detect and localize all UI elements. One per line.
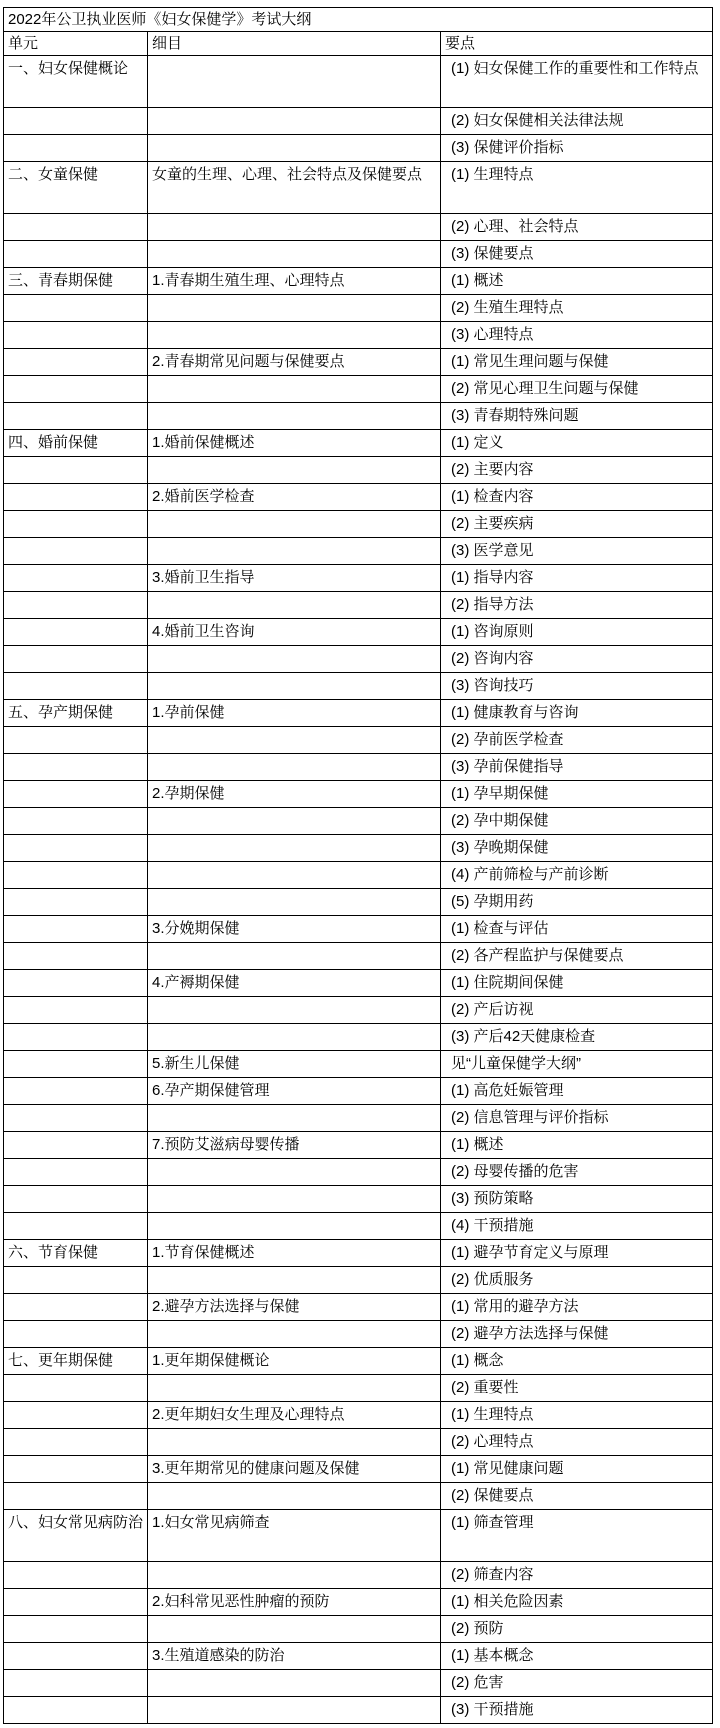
table-row	[4, 322, 713, 349]
point-cell: (3) 心理特点	[441, 322, 713, 349]
point-cell: (1) 避孕节育定义与原理	[441, 1240, 713, 1267]
unit-cell	[4, 511, 148, 538]
unit-cell	[4, 1589, 148, 1616]
point-cell: (2) 保健要点	[441, 1483, 713, 1510]
table-row	[4, 646, 713, 673]
unit-cell	[4, 1670, 148, 1697]
point-cell: (2) 各产程监护与保健要点	[441, 943, 713, 970]
detail-cell: 2.更年期妇女生理及心理特点	[148, 1402, 441, 1429]
table-row	[4, 835, 713, 862]
unit-cell	[4, 1643, 148, 1670]
table-body	[4, 8, 713, 1724]
table-row	[4, 754, 713, 781]
table-row	[4, 1483, 713, 1510]
point-cell: (1) 概述	[441, 268, 713, 295]
unit-cell	[4, 1697, 148, 1724]
point-cell: (2) 危害	[441, 1670, 713, 1697]
table-row	[4, 430, 713, 457]
unit-cell	[4, 349, 148, 376]
point-cell: (3) 孕前保健指导	[441, 754, 713, 781]
point-cell: (2) 筛查内容	[441, 1562, 713, 1589]
point-cell: (2) 孕中期保健	[441, 808, 713, 835]
detail-cell	[148, 1562, 441, 1589]
point-cell: (5) 孕期用药	[441, 889, 713, 916]
detail-cell	[148, 108, 441, 135]
table-row	[4, 862, 713, 889]
detail-cell	[148, 457, 441, 484]
unit-cell	[4, 1051, 148, 1078]
detail-cell: 1.孕前保健	[148, 700, 441, 727]
point-cell: (3) 保健评价指标	[441, 135, 713, 162]
point-cell: (1) 妇女保健工作的重要性和工作特点	[441, 56, 713, 108]
table-row	[4, 700, 713, 727]
table-row	[4, 1429, 713, 1456]
detail-cell	[148, 889, 441, 916]
detail-cell	[148, 1670, 441, 1697]
point-cell: (2) 孕前医学检查	[441, 727, 713, 754]
column-header-detail: 细目	[148, 32, 441, 56]
point-cell: (1) 生理特点	[441, 1402, 713, 1429]
unit-cell	[4, 1267, 148, 1294]
detail-cell	[148, 1213, 441, 1240]
unit-cell	[4, 108, 148, 135]
point-cell: (2) 主要疾病	[441, 511, 713, 538]
detail-cell	[148, 538, 441, 565]
table-row	[4, 56, 713, 108]
point-cell: (4) 干预措施	[441, 1213, 713, 1240]
table-row	[4, 1616, 713, 1643]
detail-cell	[148, 1429, 441, 1456]
point-cell: (1) 生理特点	[441, 162, 713, 214]
unit-cell	[4, 135, 148, 162]
detail-cell: 3.更年期常见的健康问题及保健	[148, 1456, 441, 1483]
unit-cell	[4, 1375, 148, 1402]
table-row	[4, 135, 713, 162]
detail-cell	[148, 511, 441, 538]
detail-cell	[148, 1375, 441, 1402]
unit-cell	[4, 754, 148, 781]
point-cell: (2) 指导方法	[441, 592, 713, 619]
unit-cell	[4, 538, 148, 565]
table-row	[4, 619, 713, 646]
detail-cell	[148, 835, 441, 862]
point-cell: (1) 概念	[441, 1348, 713, 1375]
point-cell: (1) 常见生理问题与保健	[441, 349, 713, 376]
detail-cell: 1.更年期保健概论	[148, 1348, 441, 1375]
point-cell: (4) 产前筛检与产前诊断	[441, 862, 713, 889]
unit-cell	[4, 322, 148, 349]
table-row	[4, 997, 713, 1024]
table-row	[4, 781, 713, 808]
unit-cell	[4, 1402, 148, 1429]
unit-cell	[4, 1213, 148, 1240]
table-row	[4, 1267, 713, 1294]
unit-cell: 七、更年期保健	[4, 1348, 148, 1375]
detail-cell	[148, 1697, 441, 1724]
detail-cell	[148, 1267, 441, 1294]
point-cell: (1) 健康教育与咨询	[441, 700, 713, 727]
detail-cell	[148, 646, 441, 673]
point-cell: (3) 孕晚期保健	[441, 835, 713, 862]
detail-cell: 7.预防艾滋病母婴传播	[148, 1132, 441, 1159]
unit-cell	[4, 781, 148, 808]
point-cell: (1) 检查与评估	[441, 916, 713, 943]
table-row	[4, 214, 713, 241]
point-cell: (2) 咨询内容	[441, 646, 713, 673]
point-cell: (1) 指导内容	[441, 565, 713, 592]
detail-cell	[148, 862, 441, 889]
table-row	[4, 1105, 713, 1132]
point-cell: (3) 咨询技巧	[441, 673, 713, 700]
title-row	[4, 8, 713, 32]
point-cell: (3) 青春期特殊问题	[441, 403, 713, 430]
unit-cell	[4, 1562, 148, 1589]
point-cell: (3) 医学意见	[441, 538, 713, 565]
table-row	[4, 403, 713, 430]
point-cell: (3) 干预措施	[441, 1697, 713, 1724]
detail-cell: 2.妇科常见恶性肿瘤的预防	[148, 1589, 441, 1616]
detail-cell	[148, 56, 441, 108]
table-row	[4, 295, 713, 322]
table-row	[4, 1024, 713, 1051]
table-row	[4, 1375, 713, 1402]
unit-cell	[4, 1186, 148, 1213]
unit-cell	[4, 646, 148, 673]
detail-cell: 1.青春期生殖生理、心理特点	[148, 268, 441, 295]
table-row	[4, 916, 713, 943]
point-cell: (3) 产后42天健康检查	[441, 1024, 713, 1051]
header-row	[4, 32, 713, 56]
table-title: 2022年公卫执业医师《妇女保健学》考试大纲	[4, 8, 713, 32]
unit-cell: 三、青春期保健	[4, 268, 148, 295]
unit-cell	[4, 295, 148, 322]
point-cell: (2) 母婴传播的危害	[441, 1159, 713, 1186]
detail-cell	[148, 997, 441, 1024]
detail-cell: 3.婚前卫生指导	[148, 565, 441, 592]
table-row	[4, 1186, 713, 1213]
detail-cell	[148, 943, 441, 970]
detail-cell	[148, 322, 441, 349]
exam-outline-table	[3, 7, 713, 1724]
table-row	[4, 162, 713, 214]
table-row	[4, 592, 713, 619]
point-cell: (2) 重要性	[441, 1375, 713, 1402]
unit-cell	[4, 592, 148, 619]
table-row	[4, 1132, 713, 1159]
unit-cell	[4, 808, 148, 835]
table-row	[4, 808, 713, 835]
point-cell: (1) 住院期间保健	[441, 970, 713, 997]
unit-cell	[4, 214, 148, 241]
detail-cell	[148, 241, 441, 268]
point-cell: (2) 避孕方法选择与保健	[441, 1321, 713, 1348]
unit-cell	[4, 1294, 148, 1321]
point-cell: (1) 筛查管理	[441, 1510, 713, 1562]
table-row	[4, 1078, 713, 1105]
point-cell: (1) 孕早期保健	[441, 781, 713, 808]
detail-cell	[148, 1105, 441, 1132]
point-cell: (2) 常见心理卫生问题与保健	[441, 376, 713, 403]
table-row	[4, 484, 713, 511]
detail-cell	[148, 403, 441, 430]
unit-cell	[4, 889, 148, 916]
unit-cell	[4, 1321, 148, 1348]
point-cell: (2) 产后访视	[441, 997, 713, 1024]
column-header-unit: 单元	[4, 32, 148, 56]
unit-cell	[4, 1616, 148, 1643]
detail-cell: 4.婚前卫生咨询	[148, 619, 441, 646]
unit-cell	[4, 727, 148, 754]
point-cell: (1) 定义	[441, 430, 713, 457]
table-row	[4, 1159, 713, 1186]
detail-cell	[148, 295, 441, 322]
point-cell: (1) 相关危险因素	[441, 1589, 713, 1616]
table-row	[4, 1456, 713, 1483]
table-row	[4, 241, 713, 268]
table-row	[4, 1240, 713, 1267]
table-row	[4, 1670, 713, 1697]
point-cell: (1) 概述	[441, 1132, 713, 1159]
detail-cell: 1.婚前保健概述	[148, 430, 441, 457]
unit-cell	[4, 835, 148, 862]
table-row	[4, 970, 713, 997]
table-row	[4, 943, 713, 970]
point-cell: (2) 优质服务	[441, 1267, 713, 1294]
table-row	[4, 349, 713, 376]
unit-cell	[4, 997, 148, 1024]
unit-cell: 二、女童保健	[4, 162, 148, 214]
column-header-points: 要点	[441, 32, 713, 56]
unit-cell	[4, 1078, 148, 1105]
unit-cell	[4, 862, 148, 889]
point-cell: (1) 常见健康问题	[441, 1456, 713, 1483]
unit-cell	[4, 457, 148, 484]
table-row	[4, 673, 713, 700]
point-cell: (1) 常用的避孕方法	[441, 1294, 713, 1321]
table-row	[4, 1697, 713, 1724]
point-cell: (2) 信息管理与评价指标	[441, 1105, 713, 1132]
detail-cell: 6.孕产期保健管理	[148, 1078, 441, 1105]
detail-cell	[148, 1483, 441, 1510]
table-row	[4, 268, 713, 295]
table-row	[4, 511, 713, 538]
detail-cell	[148, 1616, 441, 1643]
table-row	[4, 1643, 713, 1670]
table-row	[4, 1589, 713, 1616]
detail-cell	[148, 673, 441, 700]
table-row	[4, 376, 713, 403]
detail-cell: 3.生殖道感染的防治	[148, 1643, 441, 1670]
point-cell: (2) 心理、社会特点	[441, 214, 713, 241]
point-cell: (2) 心理特点	[441, 1429, 713, 1456]
unit-cell: 五、孕产期保健	[4, 700, 148, 727]
unit-cell	[4, 376, 148, 403]
table-row	[4, 457, 713, 484]
detail-cell: 2.婚前医学检查	[148, 484, 441, 511]
unit-cell	[4, 1429, 148, 1456]
table-row	[4, 108, 713, 135]
detail-cell: 1.节育保健概述	[148, 1240, 441, 1267]
unit-cell	[4, 1483, 148, 1510]
detail-cell	[148, 592, 441, 619]
point-cell: (2) 生殖生理特点	[441, 295, 713, 322]
table-row	[4, 1562, 713, 1589]
unit-cell	[4, 1159, 148, 1186]
table-row	[4, 1213, 713, 1240]
detail-cell	[148, 754, 441, 781]
unit-cell: 四、婚前保健	[4, 430, 148, 457]
point-cell: (2) 主要内容	[441, 457, 713, 484]
table-row	[4, 1348, 713, 1375]
point-cell: (1) 基本概念	[441, 1643, 713, 1670]
detail-cell	[148, 727, 441, 754]
unit-cell: 八、妇女常见病防治	[4, 1510, 148, 1562]
point-cell: (1) 检查内容	[441, 484, 713, 511]
unit-cell: 一、妇女保健概论	[4, 56, 148, 108]
detail-cell: 3.分娩期保健	[148, 916, 441, 943]
unit-cell	[4, 484, 148, 511]
detail-cell: 2.青春期常见问题与保健要点	[148, 349, 441, 376]
unit-cell	[4, 1105, 148, 1132]
unit-cell	[4, 943, 148, 970]
unit-cell	[4, 403, 148, 430]
point-cell: (3) 预防策略	[441, 1186, 713, 1213]
detail-cell	[148, 808, 441, 835]
point-cell: (2) 预防	[441, 1616, 713, 1643]
table-row	[4, 1321, 713, 1348]
detail-cell: 2.孕期保健	[148, 781, 441, 808]
unit-cell	[4, 1456, 148, 1483]
detail-cell: 5.新生儿保健	[148, 1051, 441, 1078]
table-row	[4, 1510, 713, 1562]
unit-cell	[4, 241, 148, 268]
table-row	[4, 1051, 713, 1078]
unit-cell	[4, 916, 148, 943]
point-cell: 见“儿童保健学大纲”	[441, 1051, 713, 1078]
table-row	[4, 889, 713, 916]
point-cell: (1) 咨询原则	[441, 619, 713, 646]
detail-cell	[148, 214, 441, 241]
unit-cell	[4, 1132, 148, 1159]
detail-cell	[148, 1321, 441, 1348]
detail-cell	[148, 1159, 441, 1186]
unit-cell: 六、节育保健	[4, 1240, 148, 1267]
detail-cell: 4.产褥期保健	[148, 970, 441, 997]
detail-cell	[148, 1186, 441, 1213]
table-row	[4, 565, 713, 592]
point-cell: (2) 妇女保健相关法律法规	[441, 108, 713, 135]
detail-cell: 1.妇女常见病筛查	[148, 1510, 441, 1562]
point-cell: (1) 高危妊娠管理	[441, 1078, 713, 1105]
table-row	[4, 1294, 713, 1321]
unit-cell	[4, 565, 148, 592]
unit-cell	[4, 970, 148, 997]
table-row	[4, 1402, 713, 1429]
unit-cell	[4, 1024, 148, 1051]
detail-cell: 2.避孕方法选择与保健	[148, 1294, 441, 1321]
table-row	[4, 538, 713, 565]
detail-cell	[148, 376, 441, 403]
detail-cell: 女童的生理、心理、社会特点及保健要点	[148, 162, 441, 214]
point-cell: (3) 保健要点	[441, 241, 713, 268]
detail-cell	[148, 1024, 441, 1051]
unit-cell	[4, 673, 148, 700]
detail-cell	[148, 135, 441, 162]
unit-cell	[4, 619, 148, 646]
table-row	[4, 727, 713, 754]
